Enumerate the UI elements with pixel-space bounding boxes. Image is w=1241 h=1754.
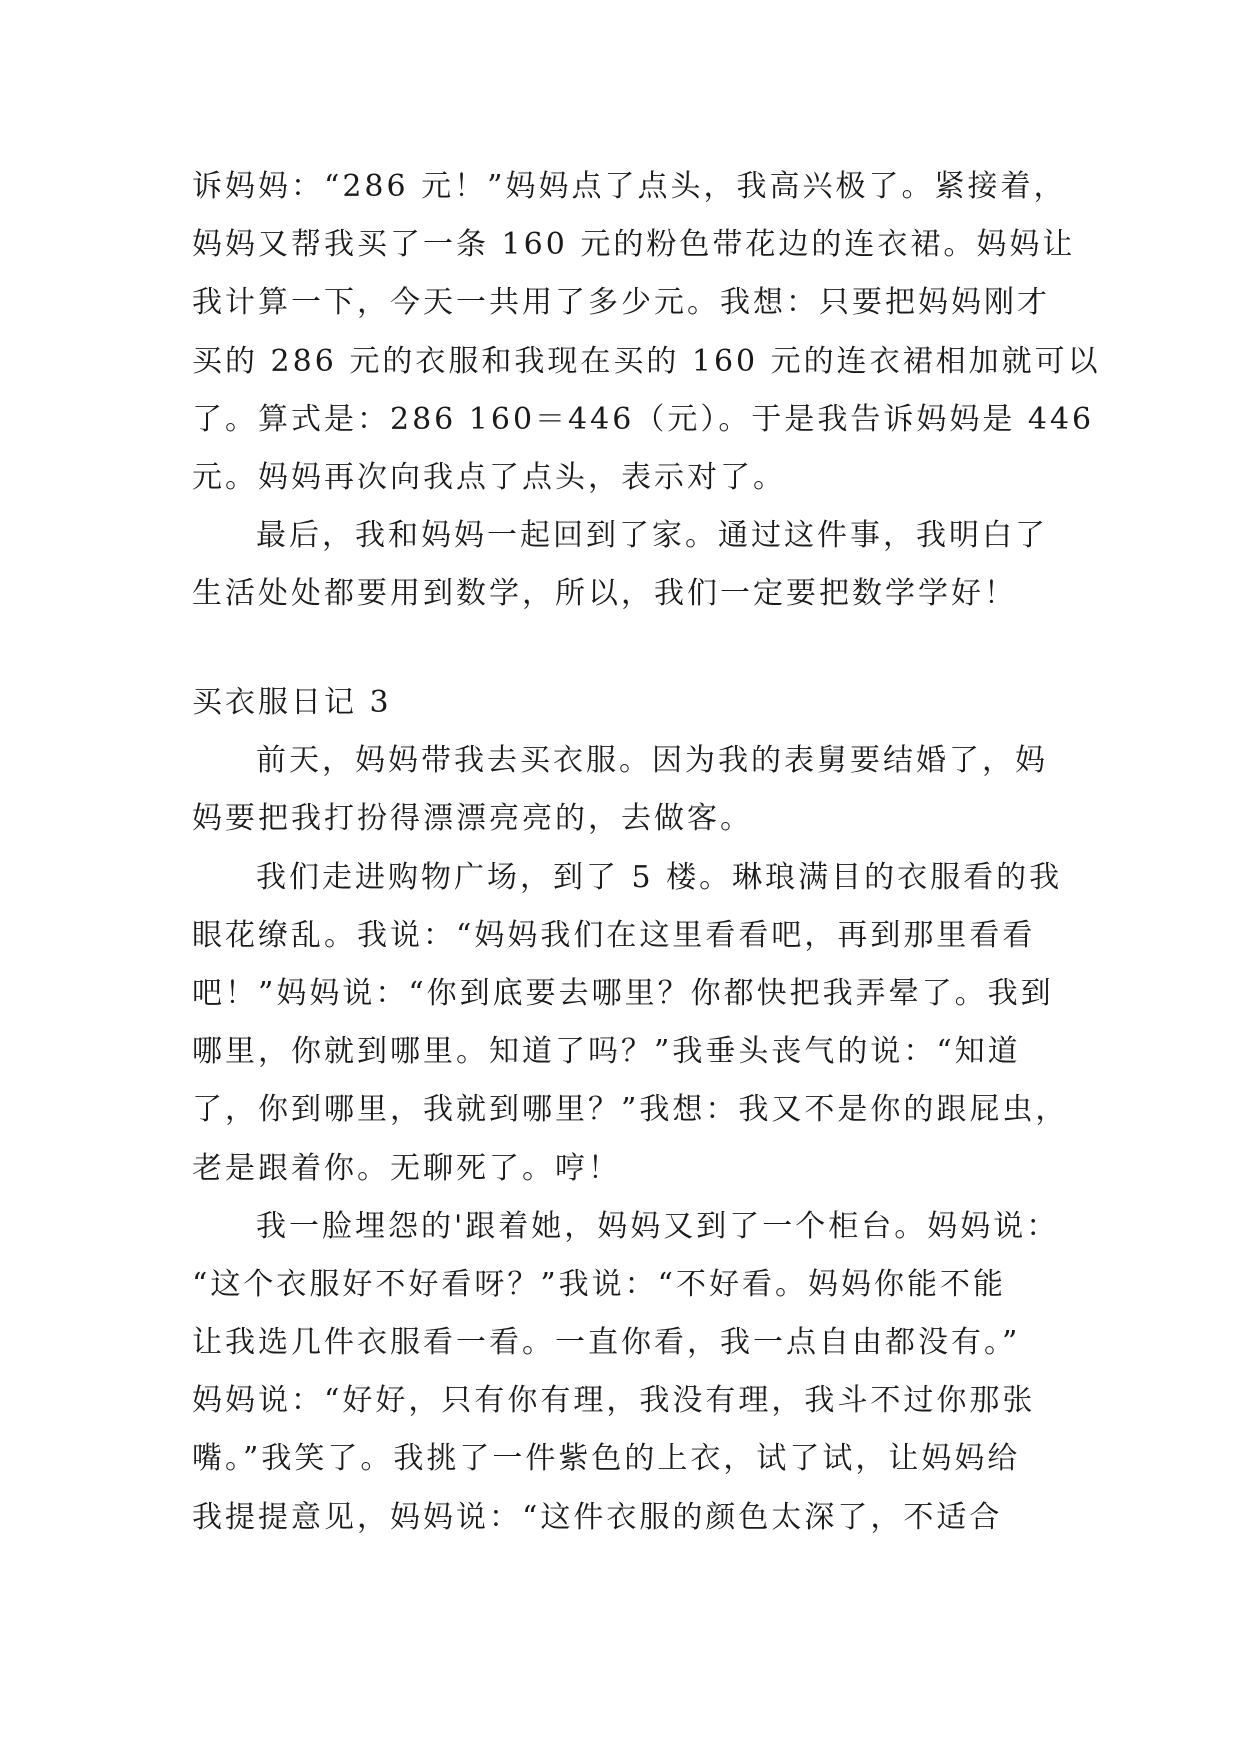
- paragraph-line: 我计算一下，今天一共用了多少元。我想：只要把妈妈刚才: [192, 285, 1050, 321]
- paragraph-line: 妈妈说：“好好，只有你有理，我没有理，我斗不过你那张: [192, 1383, 1036, 1419]
- paragraph-line: 生活处处都要用到数学，所以，我们一定要把数学学好！: [192, 576, 1017, 612]
- paragraph-line: 前天，妈妈带我去买衣服。因为我的表舅要结婚了，妈: [256, 743, 1048, 779]
- diary-section: [192, 674, 1072, 1547]
- paragraph-line: 我一脸埋怨的'跟着她，妈妈又到了一个柜台。妈妈说：: [256, 1208, 1060, 1244]
- paragraph-line: 我提提意见，妈妈说：“这件衣服的颜色太深了，不适合: [192, 1499, 1003, 1535]
- paragraph-line: 我们走进购物广场，到了 5 楼。琳琅满目的衣服看的我: [256, 859, 1063, 895]
- paragraph-line: 了。算式是：286 160＝446（元）。于是我告诉妈妈是 446: [192, 401, 1095, 437]
- paragraph-line: 妈妈又帮我买了一条 160 元的粉色带花边的连衣裙。妈妈让: [192, 227, 1076, 263]
- paragraph-line: “这个衣服好不好看呀？”我说：“不好看。妈妈你能不能: [192, 1266, 1007, 1302]
- paragraph-line: 吧！”妈妈说：“你到底要去哪里？你都快把我弄晕了。我到: [192, 975, 1054, 1011]
- paragraph-line: 了，你到哪里，我就到哪里？”我想：我又不是你的跟屁虫，: [192, 1092, 1069, 1128]
- paragraph-line: 哪里，你就到哪里。知道了吗？”我垂头丧气的说：“知道: [192, 1034, 1021, 1070]
- paragraph-line: 嘴。”我笑了。我挑了一件紫色的上衣，试了试，让妈妈给: [192, 1441, 1021, 1477]
- paragraph-line: 让我选几件衣服看一看。一直你看，我一点自由都没有。”: [192, 1325, 1021, 1361]
- paragraph-line: 妈要把我打扮得漂漂亮亮的，去做客。: [192, 801, 753, 837]
- paragraph-line: 元。妈妈再次向我点了点头，表示对了。: [192, 459, 786, 495]
- paragraph-line: 买的 286 元的衣服和我现在买的 160 元的连衣裙相加就可以: [192, 343, 1101, 379]
- paragraph-line: 老是跟着你。无聊死了。哼！: [192, 1150, 621, 1186]
- paragraph-line: 眼花缭乱。我说：“妈妈我们在这里看看吧，再到那里看看: [192, 917, 1036, 953]
- paragraph-line: 诉妈妈：“286 元！”妈妈点了点头，我高兴极了。紧接着，: [192, 169, 1067, 204]
- paragraph-line: 最后，我和妈妈一起回到了家。通过这件事，我明白了: [256, 518, 1048, 554]
- continued-text-block: [192, 158, 1101, 624]
- section-title: 买衣服日记 3: [192, 685, 392, 720]
